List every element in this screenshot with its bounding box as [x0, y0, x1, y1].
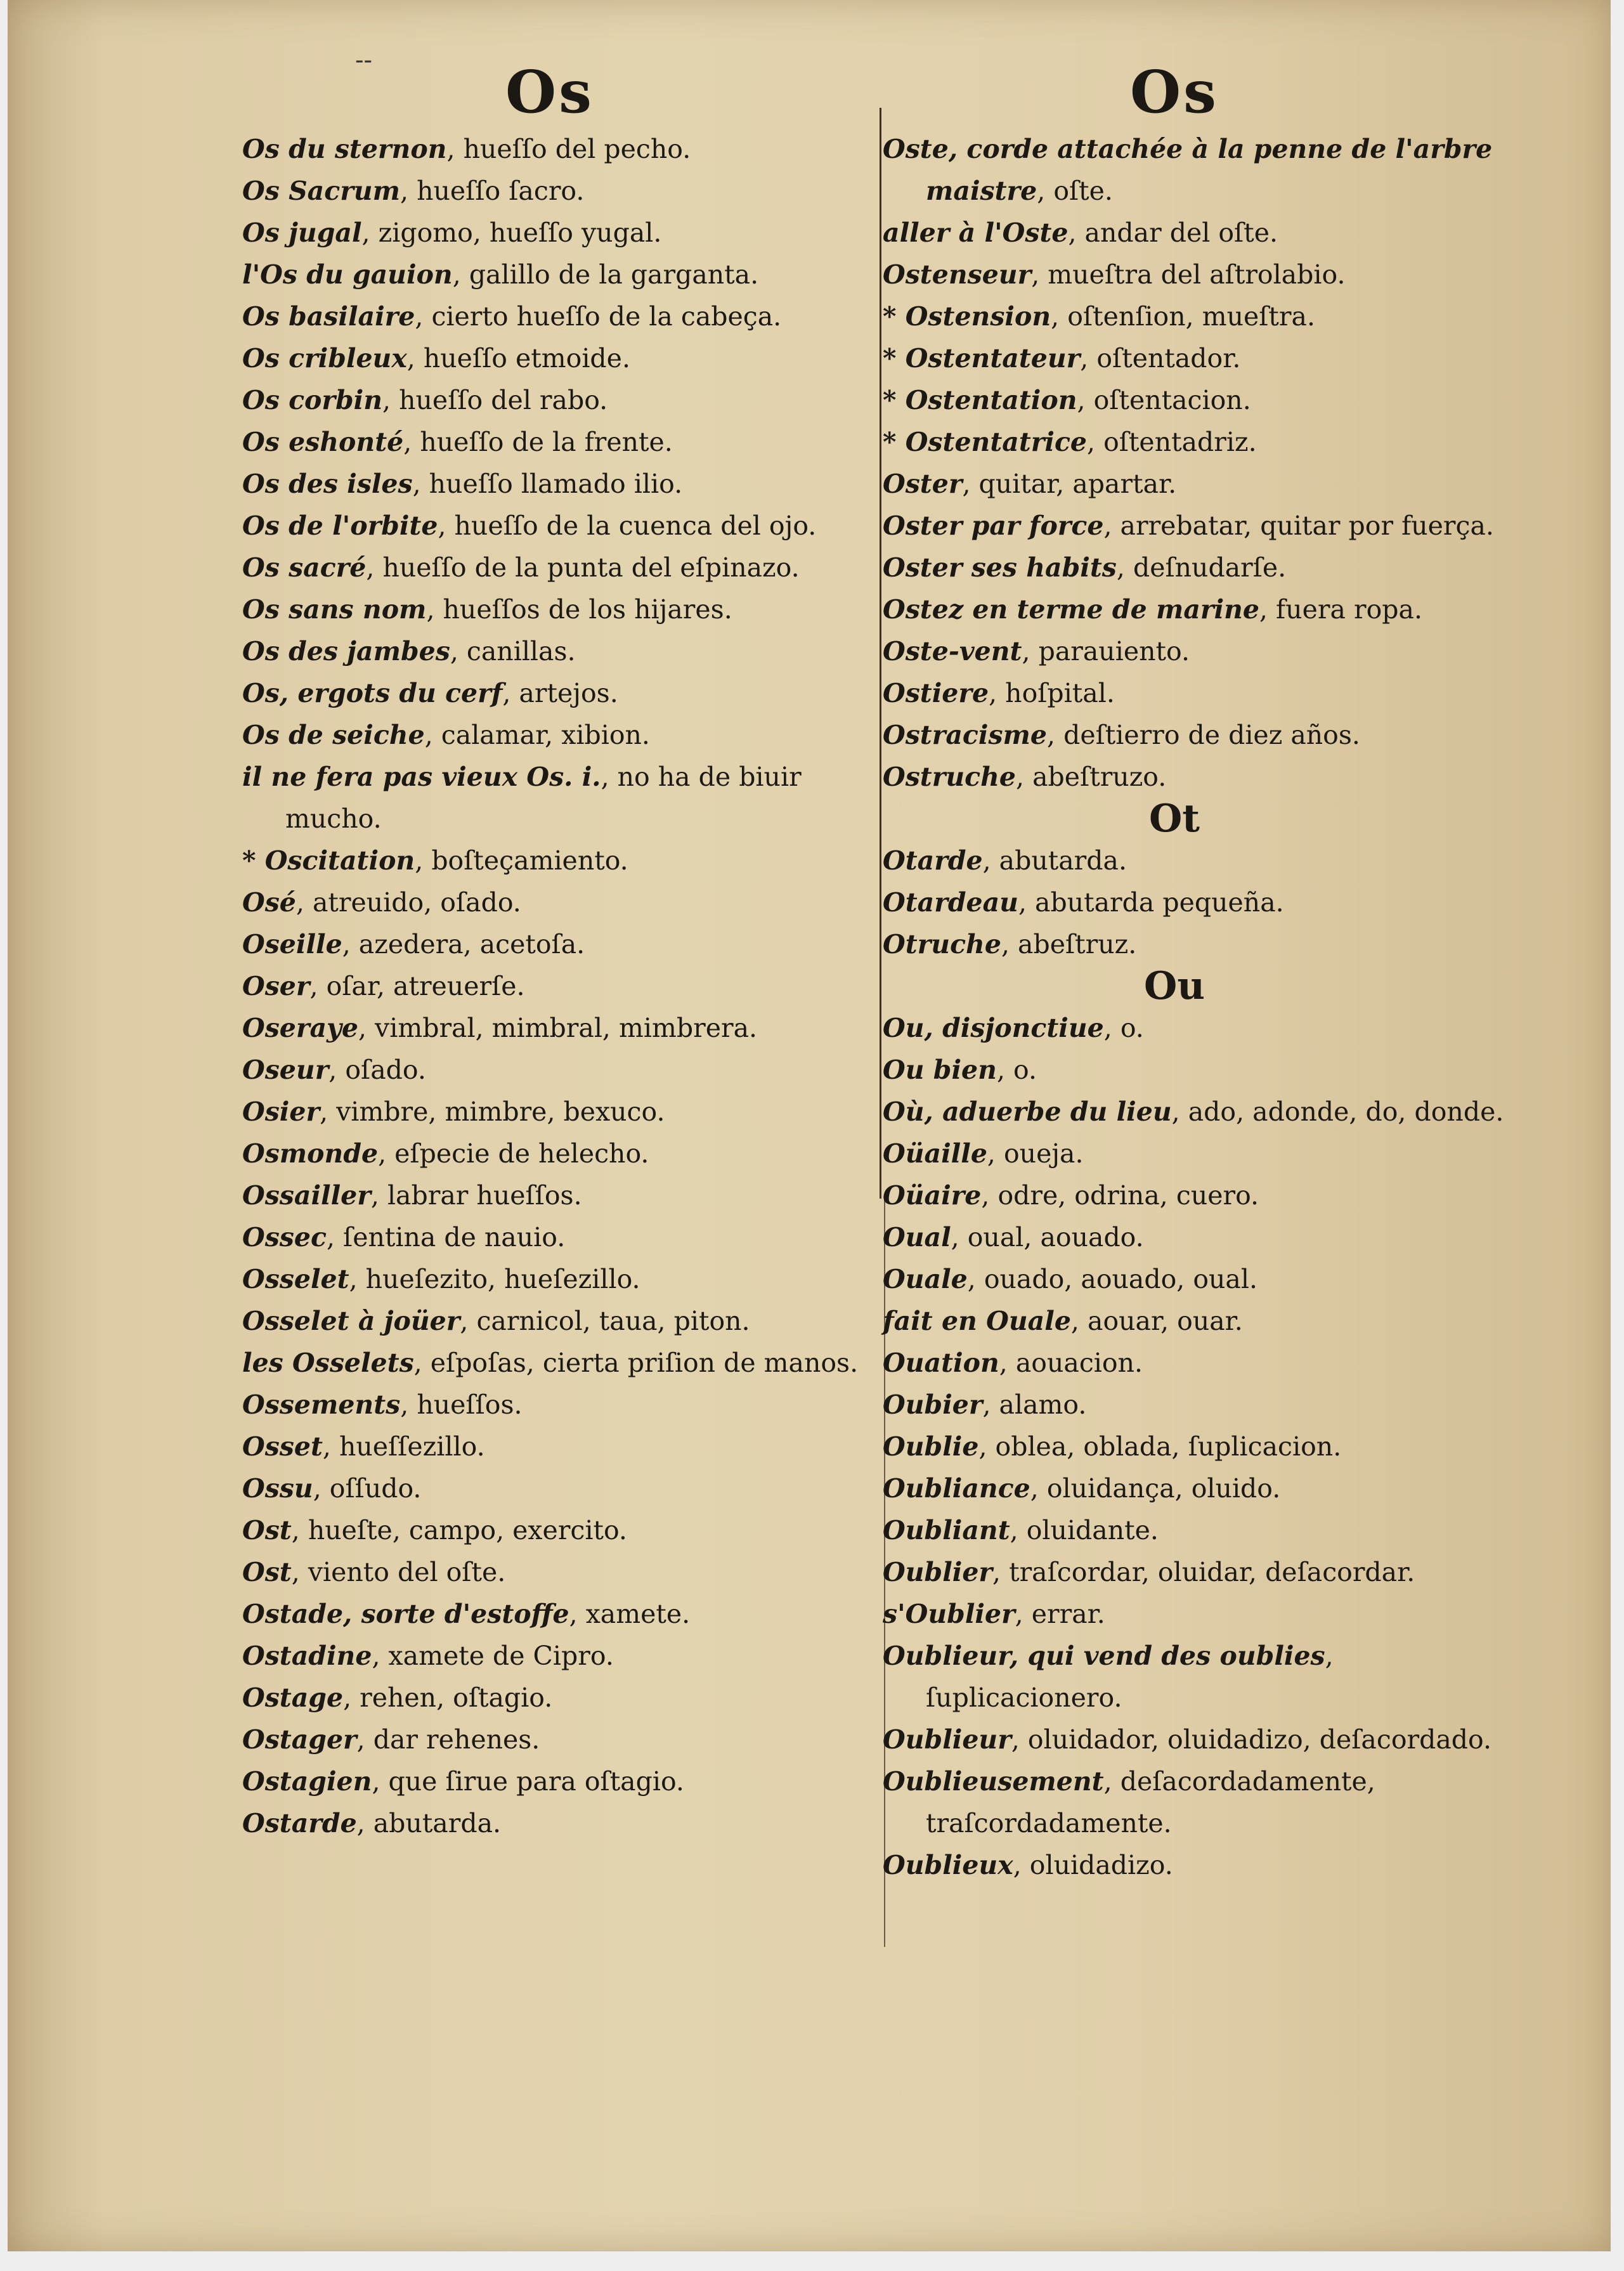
- entry-definition: aouar, ouar.: [1088, 1306, 1243, 1336]
- entry-definition: hueſſo del pecho.: [463, 134, 691, 164]
- dictionary-entry: [883, 1342, 1517, 1384]
- dictionary-entry: [242, 840, 876, 882]
- entry-headword: Oublier ,: [883, 1557, 1009, 1587]
- entry-definition: oſtentacion.: [1093, 385, 1251, 415]
- dictionary-entry: [242, 589, 876, 630]
- entry-headword: Os eshonté ,: [242, 427, 420, 457]
- dictionary-entry: [242, 672, 876, 714]
- entry-definition: eſpecie de helecho.: [394, 1138, 649, 1169]
- entry-definition: oſſudo.: [329, 1473, 422, 1504]
- dictionary-entry: [883, 1175, 1517, 1216]
- dictionary-entry: [242, 1719, 876, 1760]
- left-entry-list: [242, 128, 876, 1844]
- entry-headword: * Ostension ,: [883, 301, 1067, 332]
- entry-headword: Ostiere ,: [883, 678, 1005, 708]
- entry-headword: Ou bien ,: [883, 1055, 1013, 1085]
- entry-headword: Où, aduerbe du lieu ,: [883, 1096, 1188, 1127]
- entry-headword: les Osselets ,: [242, 1348, 431, 1378]
- entry-headword: Oseille ,: [242, 929, 359, 960]
- entry-headword: * Ostentateur ,: [883, 343, 1096, 374]
- dictionary-entry: [242, 630, 876, 672]
- column-divider: [880, 108, 881, 1199]
- entry-definition: hueſſo ſacro.: [417, 176, 585, 206]
- entry-definition: oual, aouado.: [967, 1222, 1144, 1253]
- right-running-header: Os: [1130, 58, 1219, 126]
- entry-definition: ouado, aouado, oual.: [984, 1264, 1258, 1294]
- entry-headword: Ossailler ,: [242, 1180, 387, 1211]
- dictionary-entry: [883, 1509, 1517, 1551]
- entry-definition: alamo.: [999, 1389, 1087, 1420]
- entry-headword: Os sacré ,: [242, 552, 382, 583]
- entry-definition: hueſſo etmoide.: [423, 343, 630, 374]
- dictionary-entry: [242, 379, 876, 421]
- dictionary-entry: [883, 1426, 1517, 1467]
- entry-headword: Oubliance ,: [883, 1473, 1047, 1504]
- entry-definition: oluidança, oluido.: [1046, 1473, 1281, 1504]
- dictionary-entry: [883, 1593, 1517, 1635]
- dictionary-entry: [242, 421, 876, 463]
- dictionary-entry: [883, 630, 1517, 672]
- entry-headword: Ostage ,: [242, 1682, 360, 1713]
- entry-definition: oluidante.: [1026, 1515, 1159, 1545]
- dictionary-entry: [242, 1049, 876, 1091]
- entry-headword: Oste, corde attachée à la penne de l'arbre maistre ,: [883, 134, 1492, 206]
- dictionary-entry: [242, 1384, 876, 1426]
- entry-definition: fuera ropa.: [1276, 594, 1422, 625]
- entry-headword: Os Sacrum ,: [242, 176, 417, 206]
- entry-definition: hueſezito, hueſezillo.: [365, 1264, 640, 1294]
- entry-definition: oſtentadriz.: [1103, 427, 1257, 457]
- entry-definition: traſcordar, oluidar, deſacordar.: [1009, 1557, 1415, 1587]
- dictionary-entry: [242, 1426, 876, 1467]
- entry-headword: Oseur ,: [242, 1055, 345, 1085]
- entry-definition: oſar, atreuerſe.: [326, 971, 525, 1001]
- entry-headword: Os de l'orbite ,: [242, 511, 455, 541]
- dictionary-entry: [883, 1551, 1517, 1593]
- entry-headword: Os jugal ,: [242, 218, 379, 248]
- dictionary-entry: [883, 254, 1517, 296]
- dictionary-entry: [883, 1844, 1517, 1886]
- entry-definition: rehen, oſtagio.: [360, 1682, 553, 1713]
- entry-headword: Os, ergots du cerf ,: [242, 678, 519, 708]
- dictionary-entry: [242, 1091, 876, 1133]
- dictionary-entry: [883, 1133, 1517, 1175]
- entry-headword: Ossu ,: [242, 1473, 330, 1504]
- entry-headword: Oser ,: [242, 971, 327, 1001]
- dictionary-entry: [883, 337, 1517, 379]
- entry-definition: oſtenſion, mueſtra.: [1067, 301, 1315, 332]
- entry-definition: atreuido, oſado.: [312, 887, 521, 918]
- entry-headword: Oublieur, qui vend des oublies ,: [883, 1641, 1334, 1671]
- dictionary-entry: [242, 1007, 876, 1049]
- entry-definition: abutarda pequeña.: [1035, 887, 1284, 918]
- dictionary-entry: [883, 505, 1517, 547]
- entry-definition: o.: [1013, 1055, 1037, 1085]
- dictionary-entry: [242, 965, 876, 1007]
- entry-headword: Ostagien ,: [242, 1766, 389, 1797]
- section-heading-ot: Ot: [1149, 797, 1200, 841]
- right-entry-list-ot: [883, 840, 1517, 965]
- dictionary-entry: [883, 212, 1517, 254]
- dictionary-entry: [242, 296, 876, 337]
- dictionary-entry: [883, 1635, 1517, 1719]
- dictionary-entry: [242, 170, 876, 212]
- left-running-header: Os: [505, 58, 594, 126]
- entry-headword: Ostade, sorte d'estoffe ,: [242, 1599, 586, 1629]
- entry-definition: hueſſo del rabo.: [399, 385, 608, 415]
- entry-definition: odre, odrina, cuero.: [997, 1180, 1259, 1211]
- entry-headword: Os corbin ,: [242, 385, 399, 415]
- entry-definition: no ha de biuir mucho.: [285, 762, 802, 834]
- entry-definition: hueſſos.: [417, 1389, 523, 1420]
- entry-definition: mueſtra del aſtrolabio.: [1048, 259, 1346, 290]
- entry-definition: zigomo, hueſſo yugal.: [378, 218, 662, 248]
- entry-headword: Ostracisme ,: [883, 720, 1063, 750]
- entry-headword: Oublieux ,: [883, 1850, 1030, 1880]
- dictionary-entry: [883, 1719, 1517, 1760]
- dictionary-entry: [883, 923, 1517, 965]
- dictionary-entry: [883, 1258, 1517, 1300]
- entry-headword: Ost ,: [242, 1515, 308, 1545]
- entry-headword: il ne fera pas vieux Os. i. ,: [242, 762, 618, 792]
- dictionary-entry: [883, 1760, 1517, 1844]
- entry-definition: abutarda.: [373, 1808, 502, 1838]
- left-column: [242, 57, 876, 1844]
- entry-headword: Ostenseur ,: [883, 259, 1048, 290]
- dictionary-entry: [883, 589, 1517, 630]
- entry-headword: Os du sternon ,: [242, 134, 464, 164]
- entry-headword: Ost ,: [242, 1557, 308, 1587]
- entry-headword: Oster par force ,: [883, 511, 1121, 541]
- entry-headword: Osset ,: [242, 1431, 339, 1462]
- dictionary-entry: [883, 840, 1517, 882]
- dictionary-entry: [242, 1760, 876, 1802]
- dictionary-entry: [242, 1175, 876, 1216]
- entry-headword: Oseraye ,: [242, 1013, 375, 1043]
- right-entry-list-ou: [883, 1007, 1517, 1886]
- entry-headword: Oste-vent ,: [883, 636, 1039, 667]
- entry-headword: Oubier ,: [883, 1389, 999, 1420]
- entry-definition: arrebatar, quitar por fuerça.: [1120, 511, 1494, 541]
- entry-headword: Os sans nom ,: [242, 594, 443, 625]
- dictionary-entry: [883, 1007, 1517, 1049]
- dictionary-entry: [883, 421, 1517, 463]
- entry-headword: Otarde ,: [883, 845, 999, 876]
- entry-definition: quitar, apartar.: [978, 469, 1177, 499]
- entry-definition: dar rehenes.: [373, 1724, 540, 1755]
- entry-definition: carnicol, taua, piton.: [476, 1306, 750, 1336]
- entry-definition: eſpoſas, cierta priſion de manos.: [430, 1348, 859, 1378]
- entry-headword: Oster ,: [883, 469, 979, 499]
- entry-definition: canillas.: [466, 636, 576, 667]
- entry-definition: boſteçamiento.: [431, 845, 628, 876]
- dictionary-entry: [242, 1216, 876, 1258]
- right-column: [883, 57, 1517, 1886]
- entry-definition: oſado.: [345, 1055, 426, 1085]
- entry-definition: calamar, xibion.: [441, 720, 650, 750]
- dictionary-entry: [242, 1467, 876, 1509]
- dictionary-entry: [242, 1677, 876, 1719]
- dictionary-entry: [883, 1384, 1517, 1426]
- entry-headword: Os basilaire ,: [242, 301, 431, 332]
- entry-headword: * Oscitation ,: [242, 845, 431, 876]
- entry-headword: Ouale ,: [883, 1264, 984, 1294]
- section-heading-ou: Ou: [1144, 964, 1205, 1008]
- dictionary-entry: [242, 1342, 876, 1384]
- entry-headword: fait en Ouale ,: [883, 1306, 1088, 1336]
- entry-headword: Ostager ,: [242, 1724, 374, 1755]
- entry-definition: deſacordadamente, traſcordadamente.: [926, 1766, 1375, 1838]
- dictionary-entry: [242, 756, 876, 840]
- entry-headword: Ouation ,: [883, 1348, 1016, 1378]
- entry-definition: errar.: [1031, 1599, 1105, 1629]
- top-mark: --: [355, 46, 373, 75]
- entry-headword: Oual ,: [883, 1222, 968, 1253]
- entry-definition: o.: [1120, 1013, 1144, 1043]
- entry-headword: Ossements ,: [242, 1389, 417, 1420]
- entry-definition: deſtierro de diez años.: [1063, 720, 1360, 750]
- entry-headword: Osier ,: [242, 1096, 336, 1127]
- dictionary-entry: [883, 672, 1517, 714]
- dictionary-entry: [883, 756, 1517, 798]
- entry-headword: Oublieusement ,: [883, 1766, 1121, 1797]
- entry-headword: Ossec ,: [242, 1222, 343, 1253]
- entry-definition: abutarda.: [999, 845, 1127, 876]
- entry-definition: oblea, oblada, ſuplicacion.: [995, 1431, 1342, 1462]
- entry-definition: oſtentador.: [1096, 343, 1241, 374]
- entry-definition: oluidador, oluidadizo, deſacordado.: [1027, 1724, 1492, 1755]
- dictionary-entry: [883, 1300, 1517, 1342]
- dictionary-entry: [883, 379, 1517, 421]
- dictionary-entry: [883, 547, 1517, 589]
- dictionary-entry: [883, 296, 1517, 337]
- entry-headword: Os des jambes ,: [242, 636, 467, 667]
- entry-definition: andar del oſte.: [1084, 218, 1278, 248]
- entry-definition: artejos.: [519, 678, 618, 708]
- entry-headword: Ostadine ,: [242, 1641, 389, 1671]
- entry-definition: cierto hueſſo de la cabeça.: [431, 301, 782, 332]
- entry-headword: Osselet à joüer ,: [242, 1306, 476, 1336]
- dictionary-entry: [883, 714, 1517, 756]
- entry-headword: * Ostentation ,: [883, 385, 1094, 415]
- dictionary-entry: [242, 463, 876, 505]
- entry-headword: Oüaille ,: [883, 1138, 1004, 1169]
- entry-headword: Oüaire ,: [883, 1180, 997, 1211]
- entry-headword: * Ostentatrice ,: [883, 427, 1103, 457]
- entry-definition: ado, adonde, do, donde.: [1188, 1096, 1504, 1127]
- entry-definition: xamete de Cipro.: [388, 1641, 614, 1671]
- entry-headword: Osmonde ,: [242, 1138, 394, 1169]
- dictionary-entry: [242, 254, 876, 296]
- entry-headword: Oublie ,: [883, 1431, 996, 1462]
- entry-definition: oſte.: [1053, 176, 1113, 206]
- entry-headword: Oubliant ,: [883, 1515, 1027, 1545]
- entry-headword: Ostarde ,: [242, 1808, 374, 1838]
- dictionary-entry: [883, 1467, 1517, 1509]
- entry-definition: ſuplicacionero.: [926, 1682, 1122, 1713]
- entry-headword: Osé ,: [242, 887, 313, 918]
- dictionary-entry: [242, 505, 876, 547]
- dictionary-entry: [883, 1091, 1517, 1133]
- entry-definition: galillo de la garganta.: [469, 259, 759, 290]
- entry-definition: oueja.: [1003, 1138, 1084, 1169]
- entry-headword: Ostez en terme de marine ,: [883, 594, 1276, 625]
- entry-definition: hoſpital.: [1005, 678, 1115, 708]
- entry-headword: Oublieur ,: [883, 1724, 1028, 1755]
- entry-headword: Otruche ,: [883, 929, 1018, 960]
- entry-definition: abeſtruz.: [1018, 929, 1137, 960]
- entry-headword: Os cribleux ,: [242, 343, 424, 374]
- entry-definition: ſentina de nauio.: [343, 1222, 566, 1253]
- entry-definition: abeſtruzo.: [1032, 762, 1167, 792]
- entry-definition: labrar hueſſos.: [387, 1180, 582, 1211]
- dictionary-entry: [242, 1258, 876, 1300]
- dictionary-entry: [242, 882, 876, 923]
- entry-definition: aouacion.: [1015, 1348, 1143, 1378]
- dictionary-entry: [242, 337, 876, 379]
- dictionary-entry: [242, 1133, 876, 1175]
- entry-definition: oluidadizo.: [1029, 1850, 1173, 1880]
- entry-definition: parauiento.: [1038, 636, 1190, 667]
- entry-headword: Osselet ,: [242, 1264, 366, 1294]
- entry-definition: vimbre, mimbre, bexuco.: [336, 1096, 665, 1127]
- dictionary-entry: [242, 1551, 876, 1593]
- book-page: [8, 0, 1611, 2251]
- entry-headword: Ostruche ,: [883, 762, 1032, 792]
- dictionary-entry: [242, 212, 876, 254]
- dictionary-entry: [242, 1300, 876, 1342]
- entry-definition: vimbral, mimbral, mimbrera.: [375, 1013, 758, 1043]
- entry-definition: hueſſo de la cuenca del ojo.: [454, 511, 817, 541]
- entry-definition: hueſſezillo.: [339, 1431, 485, 1462]
- dictionary-entry: [883, 1216, 1517, 1258]
- entry-headword: s'Oublier ,: [883, 1599, 1032, 1629]
- entry-headword: Ou, disjonctiue ,: [883, 1013, 1121, 1043]
- entry-definition: xamete.: [585, 1599, 691, 1629]
- dictionary-entry: [242, 128, 876, 170]
- entry-headword: Oster ses habits ,: [883, 552, 1133, 583]
- entry-headword: l'Os du gauion ,: [242, 259, 469, 290]
- dictionary-entry: [883, 128, 1517, 212]
- entry-definition: hueſſo de la punta del eſpinazo.: [382, 552, 800, 583]
- dictionary-entry: [242, 1635, 876, 1677]
- dictionary-entry: [242, 923, 876, 965]
- entry-definition: azedera, acetoſa.: [358, 929, 585, 960]
- entry-headword: Os des isles ,: [242, 469, 429, 499]
- dictionary-entry: [242, 714, 876, 756]
- entry-definition: hueſſos de los hijares.: [443, 594, 732, 625]
- entry-definition: viento del oſte.: [308, 1557, 506, 1587]
- entry-headword: aller à l'Oste ,: [883, 218, 1085, 248]
- right-entry-list: [883, 128, 1517, 798]
- dictionary-entry: [242, 1802, 876, 1844]
- entry-headword: Os de seiche ,: [242, 720, 441, 750]
- entry-definition: hueſſo llamado ilio.: [429, 469, 683, 499]
- dictionary-entry: [242, 1593, 876, 1635]
- dictionary-entry: [883, 1049, 1517, 1091]
- entry-definition: que ſirue para oſtagio.: [388, 1766, 684, 1797]
- dictionary-entry: [242, 1509, 876, 1551]
- entry-definition: deſnudarſe.: [1133, 552, 1287, 583]
- dictionary-entry: [883, 882, 1517, 923]
- entry-headword: Otardeau ,: [883, 887, 1035, 918]
- entry-definition: hueſte, campo, exercito.: [308, 1515, 627, 1545]
- dictionary-entry: [883, 463, 1517, 505]
- entry-definition: hueſſo de la frente.: [420, 427, 673, 457]
- dictionary-entry: [242, 547, 876, 589]
